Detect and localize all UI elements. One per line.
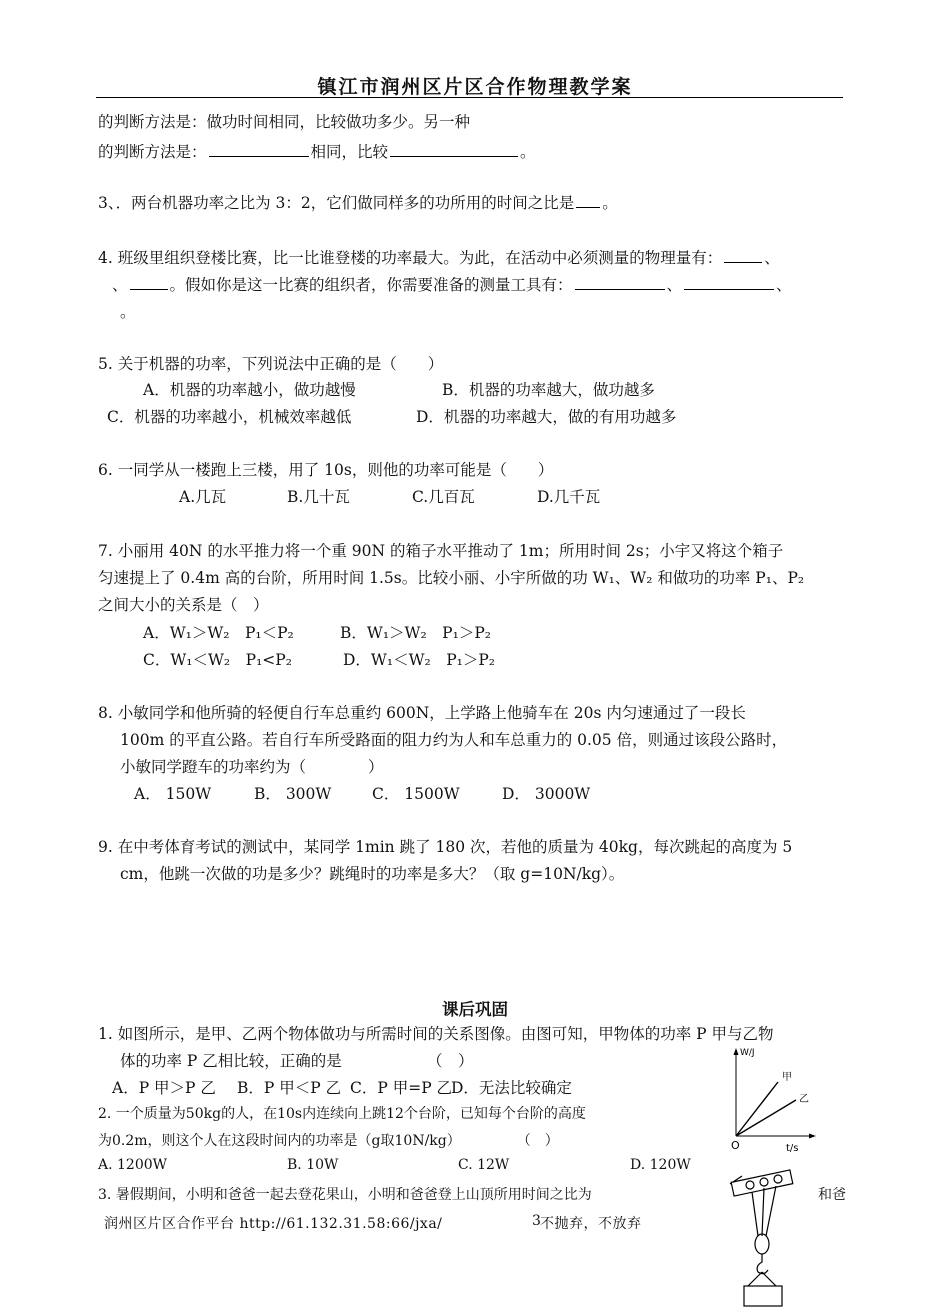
question-8: 8. 小敏同学和他所骑的轻便自行车总重约 600N，上学路上他骑车在 20s 内匀速通过了一段长	[98, 704, 746, 722]
label-yi: 乙	[799, 1094, 809, 1105]
option: D．W₁＜W₂ P₁＞P₂	[343, 651, 496, 669]
line-jia	[736, 1082, 778, 1136]
question-9: 9. 在中考体育考试的测试中，某同学 1min 跳了 180 次，若他的质量为 40kg，每次跳起的高度为 5	[98, 838, 793, 856]
text-line: 的判断方法是：做功时间相同，比较做功多少。另一种	[98, 113, 471, 131]
question-7-line3: 之间大小的关系是（ ）	[98, 596, 269, 614]
option: D. 120W	[630, 1157, 691, 1173]
question-6: 6. 一同学从一楼跑上三楼，用了 10s，则他的功率可能是（ ）	[98, 461, 554, 479]
option: A．W₁＞W₂ P₁＜P₂	[143, 624, 294, 642]
option: D． 3000W	[502, 785, 591, 803]
load-box	[744, 1286, 782, 1306]
option: B．P 甲＜P 乙	[237, 1079, 342, 1097]
sling	[762, 1272, 776, 1286]
question-4-line3: 。	[120, 303, 136, 321]
option: D．无法比较确定	[451, 1079, 572, 1097]
question-5: 5. 关于机器的功率，下列说法中正确的是（ ）	[98, 355, 444, 373]
option: B. 10W	[287, 1157, 339, 1173]
question-4-line2: 、 。假如你是这一比赛的组织者，你需要准备的测量工具有： 、 、	[112, 276, 792, 294]
page-title: 镇江市润州区片区合作物理教学案	[317, 76, 633, 98]
text-line: 的判断方法是： 相同，比较 。	[98, 143, 536, 161]
practice-3: 3. 暑假期间，小明和爸爸一起去登花果山，小明和爸爸登上山顶所用时间之比为	[98, 1187, 592, 1203]
option: A．机器的功率越小，做功越慢	[143, 381, 356, 399]
origin-label: O	[731, 1139, 740, 1152]
option: A． 150W	[134, 785, 212, 803]
option: A．P 甲＞P 乙	[112, 1079, 216, 1097]
option: A.几瓦	[179, 488, 227, 506]
page-number: 3	[532, 1213, 542, 1229]
footer-left: 润州区片区合作平台 http://61.132.31.58:66/jxa/	[104, 1216, 443, 1232]
section-heading: 课后巩固	[442, 1000, 508, 1019]
practice-1-line2: 体的功率 P 乙相比较，正确的是 （ ）	[120, 1052, 474, 1070]
option: B.几十瓦	[287, 488, 350, 506]
option: C．机器的功率越小，机械效率越低	[107, 408, 352, 426]
option: C.几百瓦	[412, 488, 475, 506]
option: C. 12W	[458, 1157, 510, 1173]
label-jia: 甲	[782, 1072, 792, 1083]
question-9-line2: cm，他跳一次做的功是多少？跳绳时的功率是多大？（取 g=10N/kg）。	[120, 865, 625, 883]
x-axis-label: t/s	[786, 1143, 799, 1154]
option: D．机器的功率越大，做的有用功越多	[416, 408, 677, 426]
ceiling-beam	[731, 1170, 793, 1196]
question-8-line2: 100m 的平直公路。若自行车所受路面的阻力约为人和车总重力的 0.05 倍，则通过该段公路时，	[120, 731, 788, 749]
option: B． 300W	[254, 785, 332, 803]
practice-3-tail: 和爸	[818, 1187, 846, 1203]
rope	[762, 1188, 764, 1236]
line-yi	[736, 1100, 796, 1136]
practice-2-line2: 为0.2m，则这个人在这段时间内的功率是（g取10N/kg） （ ）	[98, 1133, 559, 1149]
question-7: 7. 小丽用 40N 的水平推力将一个重 90N 的箱子水平推动了 1m；所用时间 2s；小宇又将这个箱子	[98, 542, 784, 560]
work-time-graph	[722, 1042, 822, 1154]
lower-pulley-icon	[755, 1234, 769, 1254]
option: C．W₁＜W₂ P₁<P₂	[143, 651, 292, 669]
y-axis-arrow	[734, 1048, 739, 1055]
x-axis-arrow	[809, 1134, 816, 1139]
option: B．W₁＞W₂ P₁＞P₂	[340, 624, 491, 642]
y-axis-label: W/J	[740, 1048, 755, 1058]
option: C． 1500W	[372, 785, 460, 803]
header-rule	[96, 97, 843, 98]
hook-icon	[757, 1254, 768, 1274]
option: A. 1200W	[98, 1157, 168, 1173]
footer-right: 不抛弃，不放弃	[540, 1216, 642, 1232]
option: D.几千瓦	[537, 488, 601, 506]
sling	[748, 1272, 762, 1286]
question-3: 3、．两台机器功率之比为 3：2，它们做同样多的功所用的时间之比是 。	[98, 194, 618, 212]
pulley-figure	[728, 1166, 808, 1312]
rope	[766, 1186, 776, 1236]
option: C．P 甲=P 乙	[350, 1079, 453, 1097]
question-4: 4. 班级里组织登楼比赛，比一比谁登楼的功率最大。为此，在活动中必须测量的物理量有： 、	[98, 249, 780, 267]
question-8-line3: 小敏同学蹬车的功率约为（ ）	[120, 758, 384, 776]
practice-1: 1. 如图所示，是甲、乙两个物体做功与所需时间的关系图像。由图可知，甲物体的功率 P 甲与乙物	[98, 1025, 774, 1043]
question-7-line2: 匀速提上了 0.4m 高的台阶，所用时间 1.5s。比较小丽、小宇所做的功 W₁、W₂ 和做功的功率 P₁、P₂	[98, 569, 805, 587]
option: B．机器的功率越大，做功越多	[442, 381, 655, 399]
practice-2: 2. 一个质量为50kg的人，在10s内连续向上跳12个台阶，已知每个台阶的高度	[98, 1106, 586, 1122]
rope	[752, 1192, 758, 1236]
